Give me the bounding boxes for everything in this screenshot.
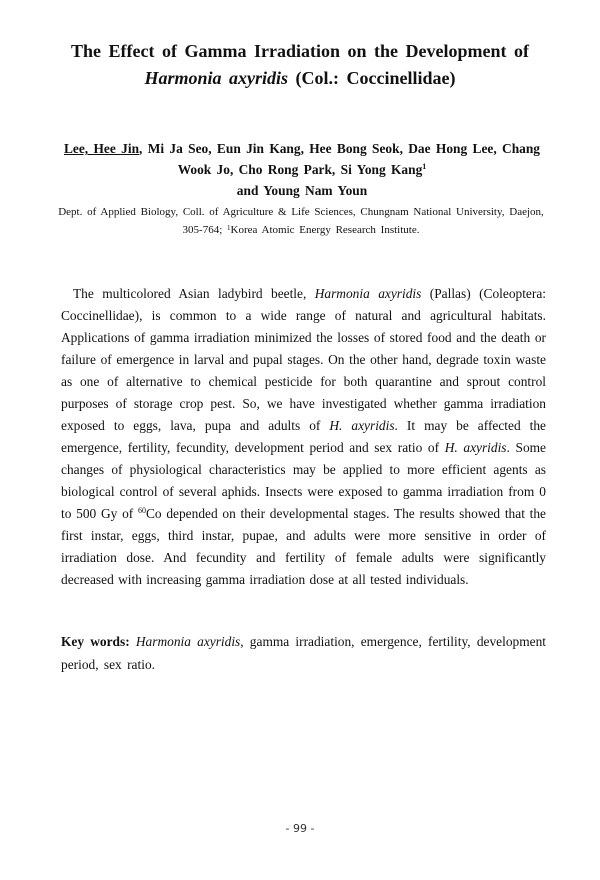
keyword-species: Harmonia axyridis [135, 634, 241, 649]
abstract-text-5: Co depended on their developmental stages. The results showed that the first instar, eggs, third instar, pupae, and adults were more sensitive in order of irradiation dose. And fecundity and fertility of female adults were significantly decreased with increasing gamma irradiation dose at all tested individuals. [61, 506, 547, 587]
abstract-species-2: H. axyridis [329, 418, 395, 433]
first-author: Lee, Hee Jin [63, 141, 140, 156]
abstract-species-3: H. axyridis [444, 440, 507, 455]
paper-title [40, 38, 560, 92]
abstract-text-2: (Pallas) (Coleoptera: Coccinellidae), is common to a wide range of natural and agricultural habitats. Applications of gamma irradiation minimized the losses of stored food and the death or failure of emergence in larval and pupal stages. On the other hand, degrade toxin waste as one of alternative to chemical pesticide for both quarantine and sprout control purposes of storage crop pest. So, we have investigated whether gamma irradiation exposed to eggs, lava, pupa and adults of [61, 286, 546, 433]
affiliation-mark: 1 [227, 224, 231, 232]
affiliations [58, 203, 544, 239]
co-authors: , Mi Ja Seo, Eun Jin Kang, Hee Bong Seok, Dae Hong Lee, Chang Wook Jo, Cho Rong Park, Si Yong Kang [139, 141, 540, 177]
title-species-name: Harmonia axyridis [144, 68, 289, 88]
last-author: and Young Nam Youn [236, 183, 368, 198]
abstract-text-3: . It may be affected the emergence, fertility, fecundity, development period and sex ratio of [61, 418, 547, 455]
abstract-species-1: Harmonia axyridis [314, 286, 422, 301]
keywords [61, 630, 546, 676]
abstract-paragraph [61, 283, 546, 591]
author-affiliation-mark: 1 [422, 162, 427, 171]
affiliation-secondary: Korea Atomic Energy Research Institute. [230, 224, 420, 236]
keyword-list: , gamma irradiation, emergence, fertility, development period, sex ratio. [61, 634, 546, 672]
abstract-text-4: . Some changes of physiological characteristics may be applied to more efficient agents as biological control of several aphids. Insects were exposed to gamma irradiation from 0 to 500 Gy of [61, 440, 546, 521]
title-line-2 [40, 65, 560, 92]
title-line-1: The Effect of Gamma Irradiation on the Development of [71, 41, 529, 61]
author-list [58, 138, 546, 201]
abstract-text-1: The multicolored Asian ladybird beetle, [73, 286, 315, 301]
title-family: (Col.: Coccinellidae) [288, 68, 456, 88]
isotope-mass-number: 60 [137, 506, 146, 515]
page-number: - 99 - [285, 822, 315, 835]
keywords-label: Key words: [61, 634, 130, 649]
affiliation-primary: Dept. of Applied Biology, Coll. of Agriculture & Life Sciences, Chungnam National University, Daejon, 305-764; [58, 206, 544, 236]
